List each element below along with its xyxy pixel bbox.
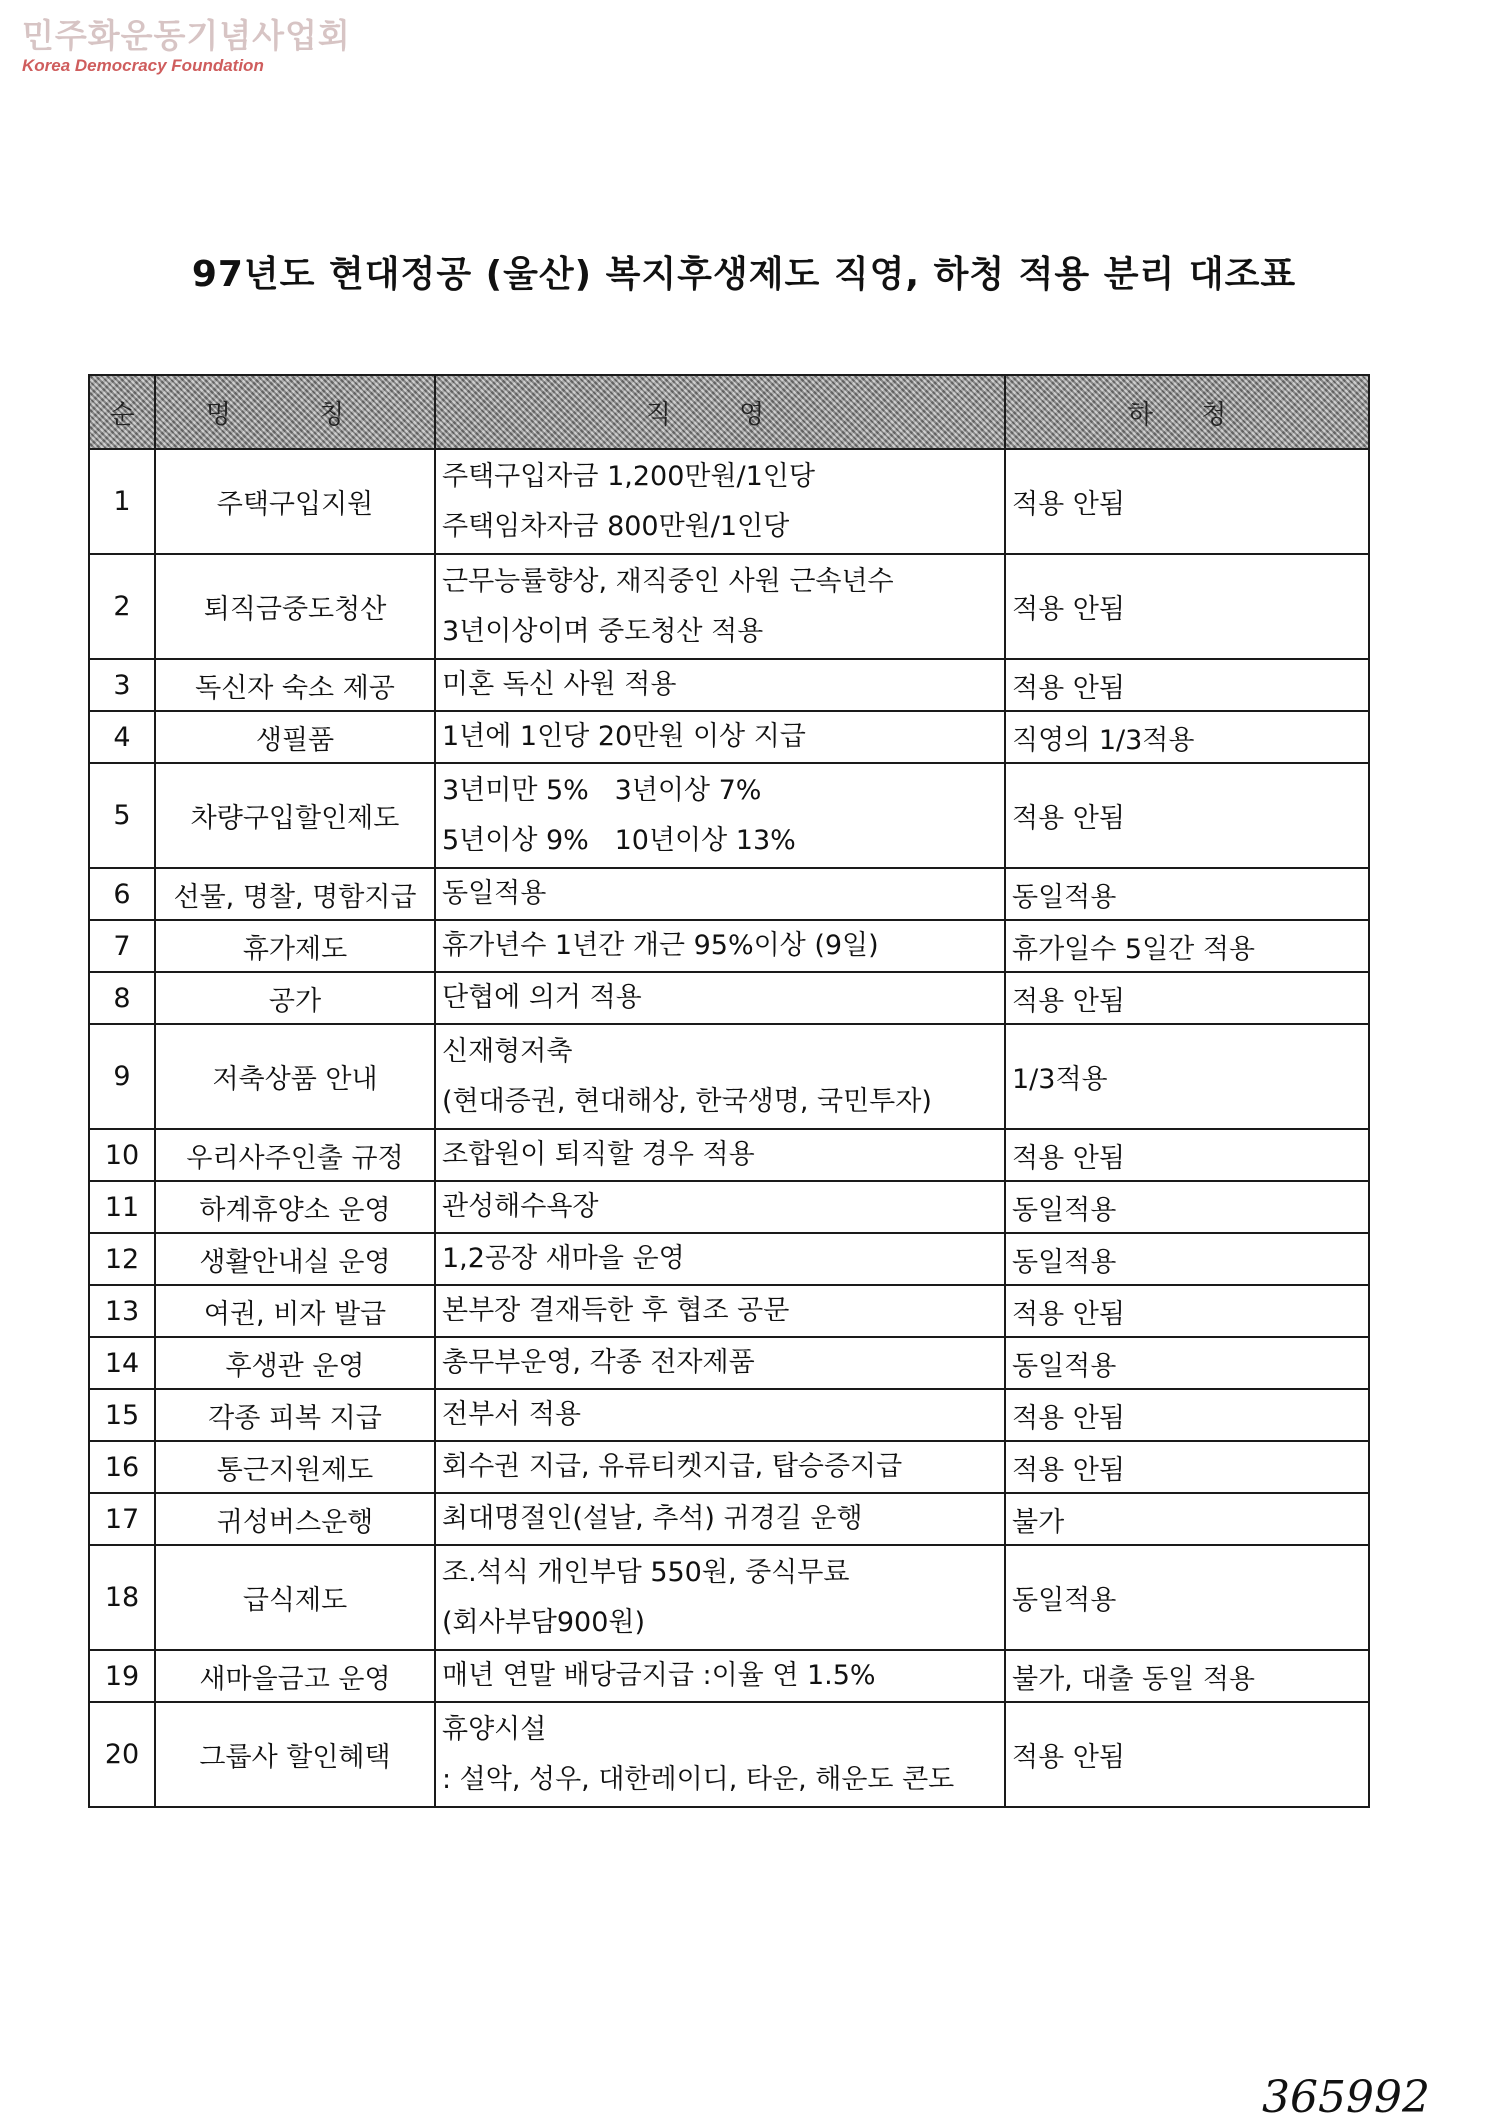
header-row <box>89 375 1369 449</box>
table-row <box>89 1650 1369 1702</box>
direct-line: 근무능률향상, 재직중인 사원 근속년수 <box>442 565 894 597</box>
direct-line: 신재형저축 <box>442 1035 573 1067</box>
direct-line: 3년이상이며 중도청산 적용 <box>442 615 764 647</box>
direct-line: 휴양시설 <box>442 1713 547 1745</box>
header-direct: 직 영 <box>435 375 1005 449</box>
direct-line: : 설악, 성우, 대한레이디, 타운, 해운도 콘도 <box>442 1763 955 1795</box>
benefit-name: 공가 <box>155 972 435 1024</box>
direct-cell <box>435 554 1005 659</box>
row-number: 16 <box>89 1441 155 1493</box>
table-body <box>89 449 1369 1807</box>
row-number: 1 <box>89 449 155 554</box>
benefit-name: 귀성버스운행 <box>155 1493 435 1545</box>
subcontract-cell: 적용 안됨 <box>1005 1389 1369 1441</box>
benefit-name: 주택구입지원 <box>155 449 435 554</box>
row-number: 2 <box>89 554 155 659</box>
direct-cell <box>435 1545 1005 1650</box>
direct-cell <box>435 1024 1005 1129</box>
direct-line: 관성해수욕장 <box>442 1191 599 1222</box>
direct-line: 1,2공장 새마을 운영 <box>442 1243 685 1274</box>
table-row <box>89 554 1369 659</box>
row-number: 6 <box>89 868 155 920</box>
benefit-name: 생활안내실 운영 <box>155 1233 435 1285</box>
direct-cell <box>435 1233 1005 1285</box>
table-row <box>89 1545 1369 1650</box>
direct-cell <box>435 659 1005 711</box>
direct-line: 주택임차자금 800만원/1인당 <box>442 510 790 542</box>
benefit-name: 급식제도 <box>155 1545 435 1650</box>
table-row <box>89 1181 1369 1233</box>
benefit-name: 우리사주인출 규정 <box>155 1129 435 1181</box>
subcontract-cell: 적용 안됨 <box>1005 659 1369 711</box>
direct-cell <box>435 763 1005 868</box>
row-number: 17 <box>89 1493 155 1545</box>
row-number: 15 <box>89 1389 155 1441</box>
direct-line: 3년미만 5% 3년이상 7% <box>442 774 762 806</box>
table-row <box>89 868 1369 920</box>
row-number: 9 <box>89 1024 155 1129</box>
direct-cell <box>435 711 1005 763</box>
direct-cell <box>435 1129 1005 1181</box>
direct-cell <box>435 1285 1005 1337</box>
table-row <box>89 1337 1369 1389</box>
direct-line: 매년 연말 배당금지급 :이율 연 1.5% <box>442 1660 876 1691</box>
benefit-name: 생필품 <box>155 711 435 763</box>
direct-line: 동일적용 <box>442 878 547 909</box>
table-row <box>89 920 1369 972</box>
row-number: 3 <box>89 659 155 711</box>
table-row <box>89 1389 1369 1441</box>
direct-line: 단협에 의거 적용 <box>442 982 642 1013</box>
row-number: 10 <box>89 1129 155 1181</box>
direct-cell <box>435 868 1005 920</box>
benefit-name: 새마을금고 운영 <box>155 1650 435 1702</box>
benefit-name: 각종 피복 지급 <box>155 1389 435 1441</box>
direct-line: 주택구입자금 1,200만원/1인당 <box>442 460 815 492</box>
document-title: 97년도 현대정공 (울산) 복지후생제도 직영, 하청 적용 분리 대조표 <box>191 254 1297 295</box>
row-number: 20 <box>89 1702 155 1807</box>
subcontract-cell: 동일적용 <box>1005 1545 1369 1650</box>
row-number: 7 <box>89 920 155 972</box>
direct-cell <box>435 920 1005 972</box>
benefit-name: 독신자 숙소 제공 <box>155 659 435 711</box>
benefit-name: 선물, 명찰, 명함지급 <box>155 868 435 920</box>
direct-line: 회수권 지급, 유류티켓지급, 탑승증지급 <box>442 1451 903 1482</box>
benefit-name: 저축상품 안내 <box>155 1024 435 1129</box>
direct-cell <box>435 1493 1005 1545</box>
direct-line: 미혼 독신 사원 적용 <box>442 669 677 700</box>
header-seq: 순 <box>89 375 155 449</box>
row-number: 5 <box>89 763 155 868</box>
subcontract-cell: 휴가일수 5일간 적용 <box>1005 920 1369 972</box>
table-row <box>89 1129 1369 1181</box>
table-row <box>89 763 1369 868</box>
direct-cell <box>435 1441 1005 1493</box>
benefit-name: 퇴직금중도청산 <box>155 554 435 659</box>
direct-cell <box>435 972 1005 1024</box>
direct-line: (현대증권, 현대해상, 한국생명, 국민투자) <box>442 1085 932 1117</box>
direct-cell <box>435 449 1005 554</box>
subcontract-cell: 적용 안됨 <box>1005 1285 1369 1337</box>
row-number: 8 <box>89 972 155 1024</box>
subcontract-cell: 동일적용 <box>1005 1337 1369 1389</box>
benefit-name: 통근지원제도 <box>155 1441 435 1493</box>
subcontract-cell: 적용 안됨 <box>1005 1129 1369 1181</box>
direct-cell <box>435 1702 1005 1807</box>
watermark-korean: 민주화운동기념사업회 <box>22 16 351 55</box>
header-subcontract: 하 청 <box>1005 375 1369 449</box>
row-number: 18 <box>89 1545 155 1650</box>
benefit-name: 휴가제도 <box>155 920 435 972</box>
benefit-name: 여권, 비자 발급 <box>155 1285 435 1337</box>
table-row <box>89 1285 1369 1337</box>
subcontract-cell: 불가 <box>1005 1493 1369 1545</box>
direct-cell <box>435 1337 1005 1389</box>
benefit-name: 하계휴양소 운영 <box>155 1181 435 1233</box>
row-number: 4 <box>89 711 155 763</box>
benefit-name: 그룹사 할인혜택 <box>155 1702 435 1807</box>
handwritten-number: 365992 <box>1262 2072 1430 2123</box>
direct-line: 5년이상 9% 10년이상 13% <box>442 824 796 856</box>
direct-line: 최대명절인(설날, 추석) 귀경길 운행 <box>442 1503 863 1534</box>
benefit-name: 후생관 운영 <box>155 1337 435 1389</box>
table-row <box>89 449 1369 554</box>
benefit-name: 차량구입할인제도 <box>155 763 435 868</box>
direct-line: 본부장 결재득한 후 협조 공문 <box>442 1295 790 1326</box>
table-row <box>89 1702 1369 1807</box>
subcontract-cell: 적용 안됨 <box>1005 449 1369 554</box>
row-number: 19 <box>89 1650 155 1702</box>
row-number: 11 <box>89 1181 155 1233</box>
table-row <box>89 659 1369 711</box>
subcontract-cell: 적용 안됨 <box>1005 763 1369 868</box>
subcontract-cell: 적용 안됨 <box>1005 972 1369 1024</box>
subcontract-cell: 불가, 대출 동일 적용 <box>1005 1650 1369 1702</box>
subcontract-cell: 1/3적용 <box>1005 1024 1369 1129</box>
direct-line: 조합원이 퇴직할 경우 적용 <box>442 1139 755 1170</box>
comparison-table <box>88 374 1370 1808</box>
table-row <box>89 1493 1369 1545</box>
direct-cell <box>435 1181 1005 1233</box>
header-name: 명 칭 <box>155 375 435 449</box>
table-row <box>89 1024 1369 1129</box>
subcontract-cell: 동일적용 <box>1005 1181 1369 1233</box>
watermark <box>22 18 351 76</box>
direct-line: (회사부담900원) <box>442 1606 646 1638</box>
direct-line: 총무부운영, 각종 전자제품 <box>442 1347 755 1378</box>
watermark-english: Korea Democracy Foundation <box>22 56 264 76</box>
table-row <box>89 972 1369 1024</box>
direct-line: 1년에 1인당 20만원 이상 지급 <box>442 721 806 752</box>
table-row <box>89 1233 1369 1285</box>
direct-cell <box>435 1650 1005 1702</box>
direct-line: 조.석식 개인부담 550원, 중식무료 <box>442 1556 850 1588</box>
subcontract-cell: 적용 안됨 <box>1005 554 1369 659</box>
direct-line: 휴가년수 1년간 개근 95%이상 (9일) <box>442 930 879 961</box>
direct-cell <box>435 1389 1005 1441</box>
row-number: 14 <box>89 1337 155 1389</box>
direct-line: 전부서 적용 <box>442 1399 581 1430</box>
row-number: 13 <box>89 1285 155 1337</box>
subcontract-cell: 적용 안됨 <box>1005 1702 1369 1807</box>
table-row <box>89 1441 1369 1493</box>
subcontract-cell: 직영의 1/3적용 <box>1005 711 1369 763</box>
table-row <box>89 711 1369 763</box>
row-number: 12 <box>89 1233 155 1285</box>
subcontract-cell: 동일적용 <box>1005 868 1369 920</box>
subcontract-cell: 적용 안됨 <box>1005 1441 1369 1493</box>
subcontract-cell: 동일적용 <box>1005 1233 1369 1285</box>
